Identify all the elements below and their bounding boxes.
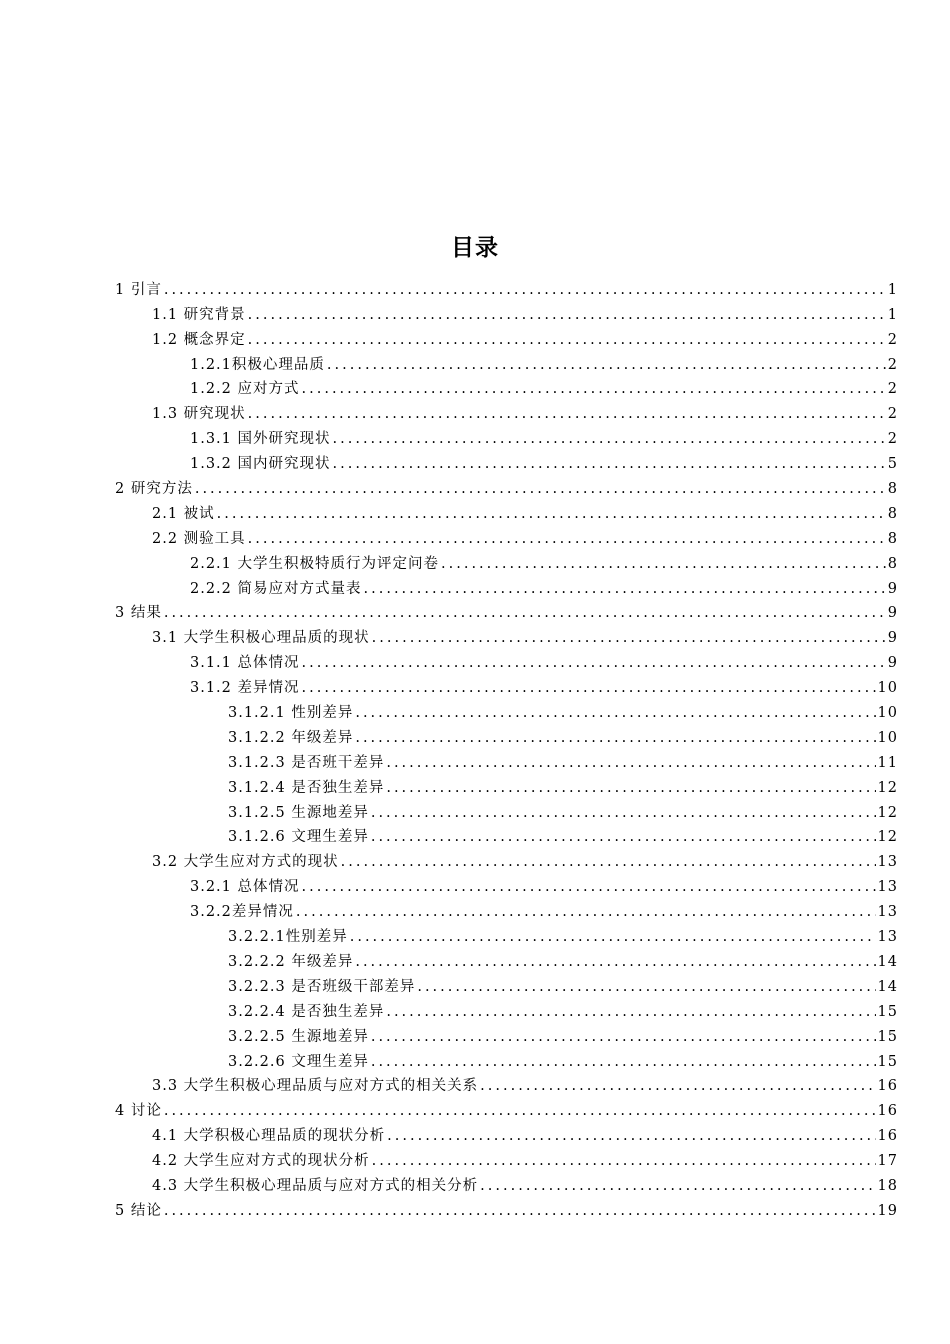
toc-entry[interactable] xyxy=(0,1120,950,1145)
toc-entry[interactable] xyxy=(0,846,950,871)
toc-entry-text: 1.2.2 应对方式 xyxy=(190,381,300,398)
toc-list xyxy=(0,274,950,1220)
toc-entry-text: 3.1 大学生积极心理品质的现状 xyxy=(152,630,370,647)
toc-dot-leader xyxy=(355,953,875,971)
toc-dot-leader xyxy=(350,928,876,946)
toc-entry-page-number: 8 xyxy=(887,505,898,522)
toc-dot-leader xyxy=(371,804,876,822)
toc-entry-page-number: 13 xyxy=(877,904,898,921)
toc-entry-page-number: 16 xyxy=(877,1128,898,1145)
toc-entry-page-number: 2 xyxy=(887,381,898,398)
toc-entry-page-number: 12 xyxy=(877,829,898,846)
toc-dot-leader xyxy=(355,704,875,722)
toc-entry-page-number: 8 xyxy=(887,530,898,547)
toc-entry[interactable] xyxy=(0,274,950,299)
toc-title: 目录 xyxy=(451,235,499,261)
toc-entry-page-number: 11 xyxy=(877,754,898,771)
toc-entry-page-number: 8 xyxy=(887,481,898,498)
toc-entry-text: 1.3.1 国外研究现状 xyxy=(190,431,331,448)
toc-entry[interactable] xyxy=(0,871,950,896)
toc-entry-page-number: 10 xyxy=(877,705,898,722)
toc-entry-page-number: 12 xyxy=(877,804,898,821)
toc-entry[interactable] xyxy=(0,1195,950,1220)
toc-entry[interactable] xyxy=(0,971,950,996)
toc-entry[interactable] xyxy=(0,324,950,349)
toc-dot-leader xyxy=(387,1127,875,1145)
toc-entry[interactable] xyxy=(0,921,950,946)
toc-entry-text: 1.2.1积极心理品质 xyxy=(190,356,325,373)
toc-entry[interactable] xyxy=(0,1095,950,1120)
toc-entry[interactable] xyxy=(0,423,950,448)
toc-entry-text: 1.2 概念界定 xyxy=(152,331,246,348)
toc-dot-leader xyxy=(296,903,876,921)
toc-entry-text: 2 研究方法 xyxy=(115,481,193,498)
toc-entry-text: 3.1.2.2 年级差异 xyxy=(228,729,354,746)
toc-entry-text: 3.1.2.3 是否班干差异 xyxy=(228,754,385,771)
toc-entry-page-number: 17 xyxy=(877,1153,898,1170)
toc-entry[interactable] xyxy=(0,672,950,697)
toc-dot-leader xyxy=(248,306,886,324)
toc-entry-text: 4 讨论 xyxy=(115,1103,162,1120)
toc-entry[interactable] xyxy=(0,523,950,548)
toc-entry-text: 3.2.2差异情况 xyxy=(190,904,294,921)
toc-dot-leader xyxy=(386,754,875,772)
toc-entry-page-number: 2 xyxy=(887,356,898,373)
toc-entry-page-number: 14 xyxy=(877,978,898,995)
toc-entry-text: 1 引言 xyxy=(115,281,162,298)
toc-entry-text: 3.2.2.1性别差异 xyxy=(228,929,348,946)
toc-dot-leader xyxy=(480,1177,875,1195)
toc-dot-leader xyxy=(302,878,876,896)
toc-dot-leader xyxy=(386,779,875,797)
toc-dot-leader xyxy=(164,281,886,299)
toc-entry-page-number: 19 xyxy=(877,1202,898,1219)
toc-dot-leader xyxy=(302,679,876,697)
toc-entry[interactable] xyxy=(0,1046,950,1071)
toc-entry-text: 2.2 测验工具 xyxy=(152,530,246,547)
toc-entry[interactable] xyxy=(0,946,950,971)
toc-entry-page-number: 8 xyxy=(887,555,898,572)
toc-entry-text: 3.1.2 差异情况 xyxy=(190,680,300,697)
toc-dot-leader xyxy=(372,629,886,647)
toc-entry-text: 3 结果 xyxy=(115,605,162,622)
toc-entry[interactable] xyxy=(0,1145,950,1170)
toc-entry-page-number: 1 xyxy=(887,281,898,298)
toc-entry[interactable] xyxy=(0,772,950,797)
toc-dot-leader xyxy=(164,1202,876,1220)
toc-entry[interactable] xyxy=(0,647,950,672)
toc-entry[interactable] xyxy=(0,822,950,847)
toc-entry[interactable] xyxy=(0,896,950,921)
toc-entry-page-number: 15 xyxy=(877,1028,898,1045)
toc-entry-text: 3.1.2.1 性别差异 xyxy=(228,705,354,722)
toc-dot-leader xyxy=(333,455,886,473)
toc-dot-leader xyxy=(355,729,875,747)
toc-entry[interactable] xyxy=(0,1071,950,1096)
toc-entry-text: 3.1.2.5 生源地差异 xyxy=(228,804,369,821)
toc-entry-page-number: 10 xyxy=(877,729,898,746)
toc-entry-text: 3.3 大学生积极心理品质与应对方式的相关关系 xyxy=(152,1078,479,1095)
toc-dot-leader xyxy=(371,828,876,846)
toc-entry-text: 4.3 大学生积极心理品质与应对方式的相关分析 xyxy=(152,1177,479,1194)
toc-entry-page-number: 5 xyxy=(887,456,898,473)
toc-entry-page-number: 1 xyxy=(887,306,898,323)
toc-entry-text: 3.2 大学生应对方式的现状 xyxy=(152,854,339,871)
toc-entry-page-number: 13 xyxy=(877,929,898,946)
toc-entry[interactable] xyxy=(0,697,950,722)
toc-entry-page-number: 15 xyxy=(877,1003,898,1020)
toc-entry-page-number: 9 xyxy=(887,605,898,622)
toc-dot-leader xyxy=(164,1102,876,1120)
toc-entry-text: 3.2.1 总体情况 xyxy=(190,879,300,896)
toc-entry[interactable] xyxy=(0,473,950,498)
toc-entry[interactable] xyxy=(0,747,950,772)
toc-entry-text: 2.1 被试 xyxy=(152,505,215,522)
toc-entry-page-number: 16 xyxy=(877,1103,898,1120)
toc-entry-page-number: 9 xyxy=(887,655,898,672)
toc-dot-leader xyxy=(327,356,886,374)
toc-entry[interactable] xyxy=(0,374,950,399)
toc-dot-leader xyxy=(364,580,886,598)
toc-entry[interactable] xyxy=(0,1021,950,1046)
toc-entry-text: 1.1 研究背景 xyxy=(152,306,246,323)
toc-entry[interactable] xyxy=(0,622,950,647)
toc-entry-page-number: 16 xyxy=(877,1078,898,1095)
toc-dot-leader xyxy=(302,380,886,398)
toc-entry-text: 5 结论 xyxy=(115,1202,162,1219)
toc-entry[interactable] xyxy=(0,398,950,423)
toc-entry-text: 3.2.2.5 生源地差异 xyxy=(228,1028,369,1045)
toc-entry-page-number: 9 xyxy=(887,580,898,597)
toc-entry-page-number: 18 xyxy=(877,1177,898,1194)
toc-entry-text: 3.2.2.2 年级差异 xyxy=(228,953,354,970)
toc-entry-page-number: 2 xyxy=(887,431,898,448)
toc-dot-leader xyxy=(371,1028,876,1046)
toc-entry-text: 4.2 大学生应对方式的现状分析 xyxy=(152,1153,370,1170)
toc-entry[interactable] xyxy=(0,573,950,598)
toc-entry-page-number: 15 xyxy=(877,1053,898,1070)
toc-dot-leader xyxy=(417,978,875,996)
toc-entry[interactable] xyxy=(0,448,950,473)
toc-dot-leader xyxy=(248,530,886,548)
toc-entry[interactable] xyxy=(0,349,950,374)
toc-entry-page-number: 13 xyxy=(877,879,898,896)
toc-dot-leader xyxy=(248,405,886,423)
toc-entry[interactable] xyxy=(0,1170,950,1195)
toc-entry[interactable] xyxy=(0,598,950,623)
toc-entry-text: 1.3 研究现状 xyxy=(152,406,246,423)
toc-entry-text: 3.2.2.4 是否独生差异 xyxy=(228,1003,385,1020)
toc-entry[interactable] xyxy=(0,722,950,747)
toc-entry-text: 3.1.2.4 是否独生差异 xyxy=(228,779,385,796)
toc-dot-leader xyxy=(386,1003,875,1021)
toc-dot-leader xyxy=(372,1152,876,1170)
toc-entry[interactable] xyxy=(0,996,950,1021)
toc-entry-page-number: 14 xyxy=(877,953,898,970)
toc-dot-leader xyxy=(302,654,886,672)
toc-entry[interactable] xyxy=(0,498,950,523)
toc-dot-leader xyxy=(195,480,886,498)
toc-dot-leader xyxy=(371,1053,876,1071)
toc-entry-text: 2.2.2 简易应对方式量表 xyxy=(190,580,362,597)
toc-dot-leader xyxy=(441,555,886,573)
toc-entry-text: 3.2.2.6 文理生差异 xyxy=(228,1053,369,1070)
toc-dot-leader xyxy=(333,430,886,448)
toc-entry-text: 4.1 大学积极心理品质的现状分析 xyxy=(152,1128,386,1145)
toc-entry[interactable] xyxy=(0,797,950,822)
toc-entry[interactable] xyxy=(0,548,950,573)
toc-entry-text: 3.1.1 总体情况 xyxy=(190,655,300,672)
toc-dot-leader xyxy=(217,505,886,523)
toc-entry-text: 1.3.2 国内研究现状 xyxy=(190,456,331,473)
toc-entry-page-number: 12 xyxy=(877,779,898,796)
toc-dot-leader xyxy=(341,853,876,871)
toc-dot-leader xyxy=(164,604,886,622)
toc-entry-page-number: 10 xyxy=(877,680,898,697)
toc-entry-page-number: 2 xyxy=(887,331,898,348)
toc-dot-leader xyxy=(480,1077,875,1095)
toc-entry-page-number: 2 xyxy=(887,406,898,423)
toc-entry-page-number: 13 xyxy=(877,854,898,871)
toc-entry-text: 3.1.2.6 文理生差异 xyxy=(228,829,369,846)
toc-entry-text: 3.2.2.3 是否班级干部差异 xyxy=(228,978,416,995)
toc-entry[interactable] xyxy=(0,299,950,324)
toc-dot-leader xyxy=(248,331,886,349)
toc-entry-text: 2.2.1 大学生积极特质行为评定问卷 xyxy=(190,555,440,572)
toc-entry-page-number: 9 xyxy=(887,630,898,647)
